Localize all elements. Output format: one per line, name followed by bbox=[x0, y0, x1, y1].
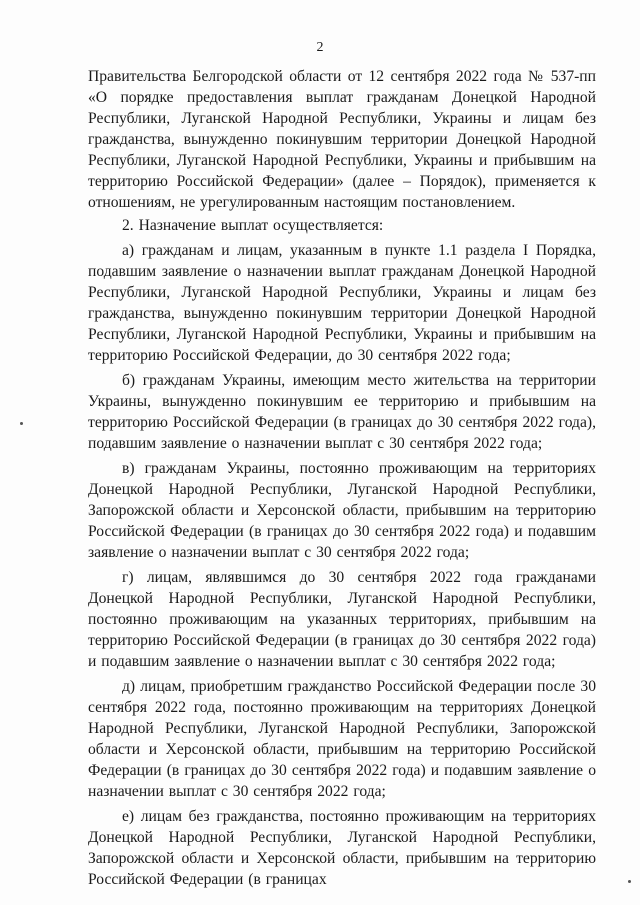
paragraph-item-d: д) лицам, приобретшим гражданство Российской Федерации после 30 сентября 2022 года, постоянно проживающим на территориях Донецкой Народной Республики, Луганской Народной Республики, Запорожской области и Херсонской области, прибывшим на территорию Российской Федерации (в границах до 30 сентября 2022 года) и подавшим заявление о назначении выплат с 30 сентября 2022 года; bbox=[88, 678, 596, 800]
paragraph-item-v: в) гражданам Украины, постоянно проживающим на территориях Донецкой Народной Республики, Луганской Народной Республики, Запорожской области и Херсонской области, прибывшим на территорию Российской Федерации (в границах до 30 сентября 2022 года) и подавшим заявление о назначении выплат с 30 сентября 2022 года; bbox=[88, 460, 596, 561]
document-body bbox=[88, 66, 596, 894]
scan-speck bbox=[20, 422, 23, 425]
paragraph-continuation: Правительства Белгородской области от 12 сентября 2022 года № 537-пп «О порядке предоставления выплат гражданам Донецкой Народной Республики, Луганской Народной Республики, Украины и лицам без гражданства, вынужденно покинувшим территории Донецкой Народной Республики, Луганской Народной Республики, Украины и прибывшим на территорию Российской Федерации» (далее – Порядок), применяется к отношениям, не урегулированным настоящим постановлением. bbox=[88, 68, 596, 211]
paragraph-item-e: е) лицам без гражданства, постоянно проживающим на территориях Донецкой Народной Республики, Луганской Народной Республики, Запорожской области и Херсонской области, прибывшим на территорию Российской Федерации (в границах bbox=[88, 808, 596, 888]
page-number: 2 bbox=[316, 40, 324, 55]
scan-speck bbox=[628, 880, 631, 883]
paragraph-item-b: б) гражданам Украины, имеющим место жительства на территории Украины, вынужденно покинувшим ее территорию и прибывшим на территорию Российской Федерации (в границах до 30 сентября 2022 года), подавшим заявление о назначении выплат с 30 сентября 2022 года; bbox=[88, 372, 596, 452]
paragraph-item-a: а) гражданам и лицам, указанным в пункте 1.1 раздела I Порядка, подавшим заявление о назначении выплат гражданам Донецкой Народной Республики, Луганской Народной Республики, Украины и лицам без гражданства, вынужденно покинувшим территории Донецкой Народной Республики, Луганской Народной Республики, Украины и прибывшим на территорию Российской Федерации, до 30 сентября 2022 года; bbox=[88, 242, 596, 364]
paragraph-item-g: г) лицам, являвшимся до 30 сентября 2022 года гражданами Донецкой Народной Республики, Луганской Народной Республики, постоянно проживающим на указанных территориях, прибывшим на территорию Российской Федерации (в границах до 30 сентября 2022 года) и подавшим заявление о назначении выплат с 30 сентября 2022 года; bbox=[88, 569, 596, 670]
paragraph-clause-2: 2. Назначение выплат осуществляется: bbox=[122, 217, 384, 234]
